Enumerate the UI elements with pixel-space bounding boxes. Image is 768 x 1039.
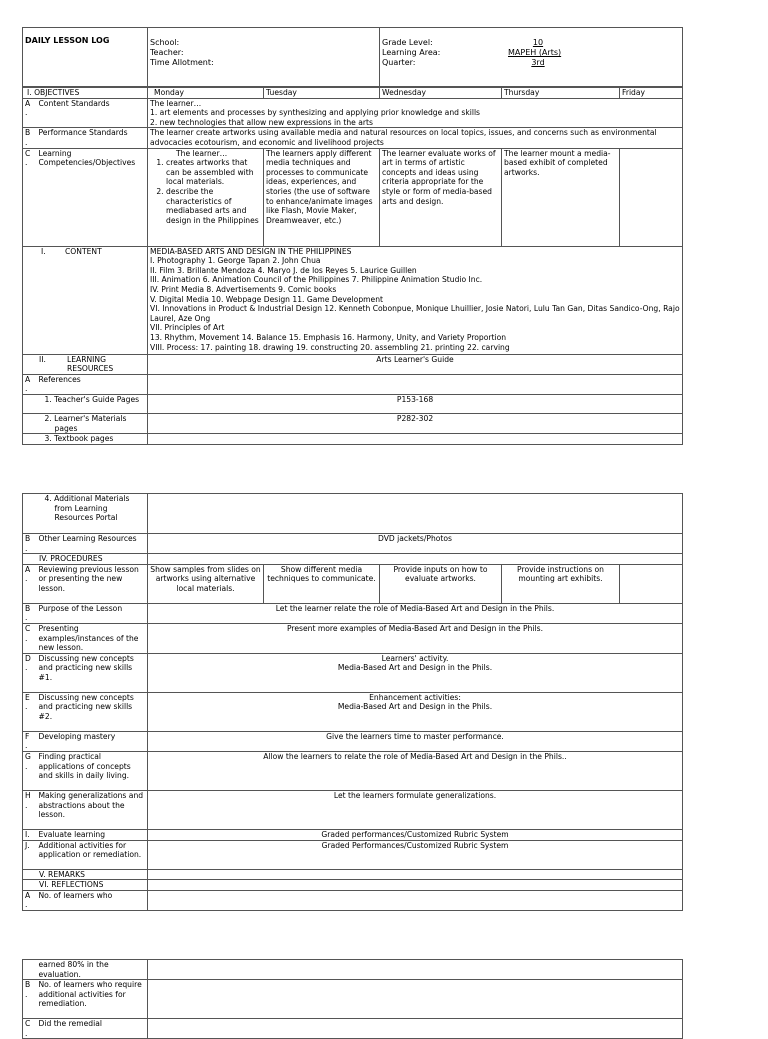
text-line: V. Digital Media 10. Webpage Design 11. Game Development [150, 294, 384, 304]
row-mark: A. [23, 890, 33, 910]
grade-info [380, 28, 683, 87]
learners-materials-row [23, 413, 683, 433]
text-line: MEDIA-BASED ARTS AND DESIGN IN THE PHILIPPINES [150, 246, 352, 256]
time-label: Time Allotment: [150, 58, 214, 67]
row-mark: C. [23, 148, 33, 246]
day-wednesday: Wednesday [380, 88, 502, 99]
procedures-heading-row [23, 554, 683, 565]
teachers-guide-row [23, 394, 683, 413]
procedure-f-value: Give the learners time to master performance. [148, 731, 683, 751]
procedures-heading: IV. PROCEDURES [23, 554, 148, 565]
row-mark-empty [23, 394, 33, 413]
row-mark-empty [23, 960, 33, 980]
quarter-value: 3rd [531, 58, 545, 67]
row-label: 3. Textbook pages [33, 434, 148, 445]
row-label: Evaluate learning [33, 829, 148, 840]
row-mark: A. [23, 564, 33, 603]
resources-value: Arts Learner's Guide [148, 354, 683, 374]
school-label: School: [150, 38, 180, 47]
reflection-a-row [23, 890, 683, 910]
reflection-b-value [148, 980, 683, 1019]
row-label: 4. Additional Materials from Learning Resources Portal [33, 494, 148, 534]
teacher-label: Teacher: [150, 48, 184, 57]
row-label: Discussing new concepts and practicing new skills #2. [33, 692, 148, 731]
row-mark: D. [23, 653, 33, 692]
procedure-a-row [23, 564, 683, 603]
competencies-row [23, 148, 683, 246]
procedure-e-value [148, 692, 683, 731]
procedure-d-row [23, 653, 683, 692]
school-info [148, 28, 380, 87]
competencies-tuesday: The learners apply different media techniques and processes to communicate ideas, experiences, and stories (the use of software to enhance/animate images like Flash, Movie Maker, Dreamweaver, etc.) [264, 148, 380, 246]
row-mark-empty [23, 494, 33, 534]
content-heading [23, 246, 148, 354]
area-value: MAPEH (Arts) [508, 48, 562, 57]
page-2 [22, 493, 682, 911]
row-mark: II. [39, 354, 46, 364]
other-resources-row [23, 534, 683, 554]
competencies-friday [620, 148, 683, 246]
procedure-i-value: Graded performances/Customized Rubric System [148, 829, 683, 840]
row-mark: E. [23, 692, 33, 731]
row-label: Performance Standards [33, 128, 148, 148]
competencies-thursday: The learner mount a media-based exhibit of completed artworks. [502, 148, 620, 246]
day-monday: Monday [148, 88, 264, 99]
quarter-label: Quarter: [382, 58, 416, 67]
row-label: LEARNING RESOURCES [67, 354, 114, 374]
procedure-h-value: Let the learners formulate generalizations. [148, 790, 683, 829]
references-row [23, 374, 683, 394]
day-tuesday: Tuesday [264, 88, 380, 99]
row-mark: I. [41, 246, 46, 256]
remarks-value [148, 869, 683, 880]
row-label: No. of learners who [33, 890, 148, 910]
objectives-heading: I. OBJECTIVES [23, 88, 148, 99]
procedure-c-value: Present more examples of Media-Based Art and Design in the Phils. [148, 623, 683, 653]
procedures-heading-value [148, 554, 683, 565]
page-1 [22, 27, 682, 445]
procedure-j-row [23, 840, 683, 869]
reflection-a-cont-value [148, 960, 683, 980]
row-mark-empty [23, 434, 33, 445]
procedure-a-thursday: Provide instructions on mounting art exhibits. [502, 564, 620, 603]
procedure-b-row [23, 603, 683, 623]
row-label: No. of learners who require additional activities for remediation. [33, 980, 148, 1019]
grade-value: 10 [532, 38, 544, 47]
row-mark-empty [23, 413, 33, 433]
day-friday: Friday [620, 88, 683, 99]
content-standards-value [148, 98, 683, 128]
grade-label: Grade Level: [382, 38, 433, 47]
additional-materials-row [23, 494, 683, 534]
row-mark: B. [23, 534, 33, 554]
text-line: VI. Innovations in Product & Industrial Design 12. Kenneth Cobonpue, Monique Lhuillier, Josie Natori, Lulu Tan Gan, Ditas Sandico-Ong, Rajo Laurel, Aze Ong [150, 304, 680, 323]
learning-resources-row [23, 354, 683, 374]
day-thursday: Thursday [502, 88, 620, 99]
content-standards-row [23, 98, 683, 128]
row-label: Purpose of the Lesson [33, 603, 148, 623]
procedure-a-friday [620, 564, 683, 603]
list-item: 2. describe the characteristics of mediabased arts and design in the Philippines [166, 187, 261, 225]
procedure-i-row [23, 829, 683, 840]
textbook-row [23, 434, 683, 445]
row-mark: A. [23, 374, 33, 394]
row-mark: C. [23, 623, 33, 653]
row-label: earned 80% in the evaluation. [33, 960, 148, 980]
reflections-heading: VI. REFLECTIONS [23, 880, 148, 891]
other-resources-value: DVD jackets/Photos [148, 534, 683, 554]
reflections-table [22, 959, 683, 1039]
text-line: 1. art elements and processes by synthesizing and applying prior knowledge and skills [150, 108, 481, 118]
row-mark: I. [23, 829, 33, 840]
text-line: Media-Based Art and Design in the Phils. [337, 663, 493, 673]
competencies-monday [148, 148, 264, 246]
reflections-value [148, 880, 683, 891]
procedures-table [22, 493, 683, 911]
row-label: Content Standards [33, 98, 148, 128]
row-label: Learning Competencies/Objectives [33, 148, 148, 246]
text-line: Enhancement activities: [369, 692, 461, 702]
procedure-f-row [23, 731, 683, 751]
text-line: Learners' activity. [381, 653, 449, 663]
row-label: Making generalizations and abstractions about the lesson. [33, 790, 148, 829]
procedure-d-value [148, 653, 683, 692]
content-value [148, 246, 683, 354]
row-label: CONTENT [65, 246, 102, 256]
procedure-a-wednesday: Provide inputs on how to evaluate artworks. [380, 564, 502, 603]
text-line: IV. Print Media 8. Advertisements 9. Comic books [150, 284, 337, 294]
text-line: 2. new technologies that allow new expressions in the arts [150, 117, 373, 127]
row-mark: G. [23, 751, 33, 790]
procedure-g-value: Allow the learners to relate the role of Media-Based Art and Design in the Phils.. [148, 751, 683, 790]
remarks-heading: V. REMARKS [23, 869, 148, 880]
procedure-a-tuesday: Show different media techniques to communicate. [264, 564, 380, 603]
resources-heading [23, 354, 148, 374]
row-label: Additional activities for application or remediation. [33, 840, 148, 869]
row-mark: B. [23, 128, 33, 148]
area-label: Learning Area: [382, 48, 441, 57]
reflection-c-value [148, 1019, 683, 1039]
teachers-guide-value: P153-168 [148, 394, 683, 413]
references-value [148, 374, 683, 394]
row-label: 2. Learner's Materials pages [33, 413, 148, 433]
row-mark: B. [23, 980, 33, 1019]
row-mark: B. [23, 603, 33, 623]
row-mark: A. [23, 98, 33, 128]
reflection-b-row [23, 980, 683, 1019]
row-label: References [33, 374, 148, 394]
procedure-j-value: Graded Performances/Customized Rubric System [148, 840, 683, 869]
content-row [23, 246, 683, 354]
text-line: III. Animation 6. Animation Council of the Philippines 7. Philippine Animation Studio Inc. [150, 275, 483, 285]
text-line: II. Film 3. Brillante Mendoza 4. Maryo J. de los Reyes 5. Laurice Guillen [150, 265, 417, 275]
text-line: VII. Principles of Art [150, 323, 225, 333]
remarks-row [23, 869, 683, 880]
procedure-b-value: Let the learner relate the role of Media-Based Art and Design in the Phils. [148, 603, 683, 623]
text-line: 13. Rhythm, Movement 14. Balance 15. Emphasis 16. Harmony, Unity, and Variety Proportion [150, 332, 507, 342]
procedure-c-row [23, 623, 683, 653]
dll-main-table [22, 87, 683, 445]
text-line: The learner… [176, 148, 228, 158]
row-mark: H. [23, 790, 33, 829]
procedure-a-monday: Show samples from slides on artworks using alternative local materials. [148, 564, 264, 603]
row-label: Discussing new concepts and practicing new skills #1. [33, 653, 148, 692]
row-mark: F. [23, 731, 33, 751]
learners-materials-value: P282-302 [148, 413, 683, 433]
row-label: 1. Teacher's Guide Pages [33, 394, 148, 413]
row-label: Finding practical applications of concepts and skills in daily living. [33, 751, 148, 790]
text-line: The learner… [150, 98, 202, 108]
text-line: Media-Based Art and Design in the Phils. [337, 702, 493, 712]
dll-header-table [22, 27, 683, 87]
page-title: DAILY LESSON LOG [23, 28, 148, 87]
textbook-value [148, 434, 683, 445]
performance-standards-value: The learner create artworks using available media and natural resources on local topics, issues, and concerns such as environmental advocacies ecotourism, and economic and livelihood projects [148, 128, 683, 148]
list-item: 1. creates artworks that can be assembled with local materials. [166, 158, 261, 187]
reflection-a-value [148, 890, 683, 910]
reflection-c-row [23, 1019, 683, 1039]
competencies-wednesday: The learner evaluate works of art in terms of artistic concepts and ideas using criteria appropriate for the style or form of media-based arts and design. [380, 148, 502, 246]
row-label: Reviewing previous lesson or presenting the new lesson. [33, 564, 148, 603]
procedure-h-row [23, 790, 683, 829]
page-3 [22, 959, 682, 1039]
reflections-row [23, 880, 683, 891]
row-mark: J. [23, 840, 33, 869]
text-line: VIII. Process: 17. painting 18. drawing 19. constructing 20. assembling 21. printing 22. carving [150, 342, 510, 352]
row-label: Did the remedial [33, 1019, 148, 1039]
days-row [23, 88, 683, 99]
text-line: I. Photography 1. George Tapan 2. John Chua [150, 256, 321, 266]
procedure-e-row [23, 692, 683, 731]
row-mark: C. [23, 1019, 33, 1039]
performance-standards-row [23, 128, 683, 148]
procedure-g-row [23, 751, 683, 790]
row-label: Other Learning Resources [33, 534, 148, 554]
row-label: Developing mastery [33, 731, 148, 751]
additional-materials-value [148, 494, 683, 534]
reflection-a-cont-row [23, 960, 683, 980]
row-label: Presenting examples/instances of the new lesson. [33, 623, 148, 653]
